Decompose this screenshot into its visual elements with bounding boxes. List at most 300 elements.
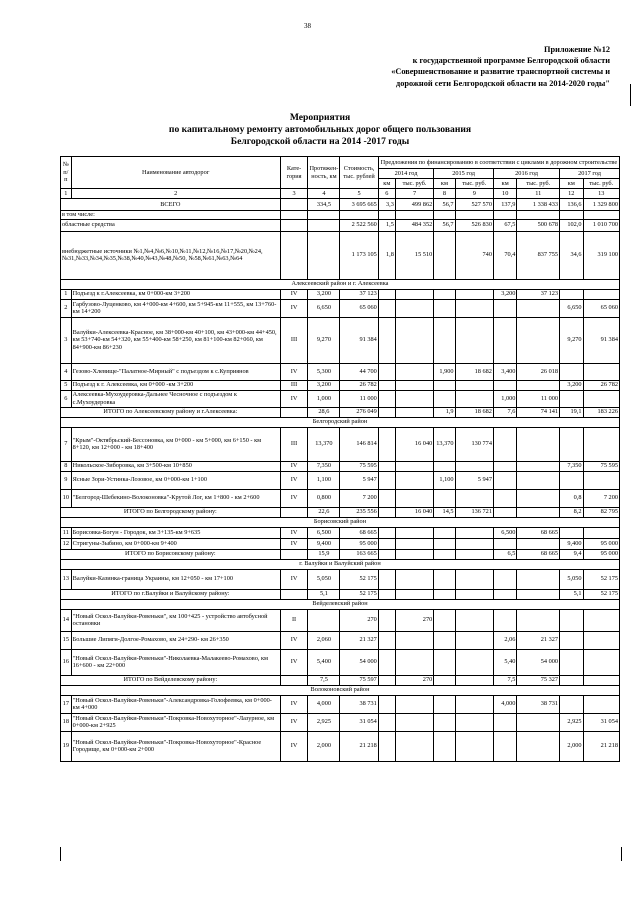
table-cell [583,363,619,380]
table-cell [280,211,308,220]
table-cell: 3,3 [378,199,395,211]
table-cell [395,390,433,407]
table-row [61,289,620,299]
table-cell: 3,200 [560,380,583,390]
table-cell: 16 040 [395,507,433,517]
table-cell: 1,000 [493,390,516,407]
summary-label: внебюджетные источники №1,№4,№6,№10,№11,№12,№16,№17,№20,№24, №31,№33,№34,№35,№38,№40,№43,№48,№50, №58,№61,№63,№64 [61,231,281,279]
summary-row [61,211,620,220]
table-cell [280,507,308,517]
table-cell: 9,400 [308,538,340,549]
section-title: Алексеевский район и г. Алексеевка [61,279,620,289]
road-name: "Белгород-Шебекино-Волоконовка"-Крутой Лог, км 1+800 - км 2+600 [71,489,280,507]
table-cell: 2 522 560 [340,219,378,231]
section-total-label: ИТОГО по Алексеевскому району и г.Алексеевка: [61,407,281,417]
table-cell [395,380,433,390]
appendix-line-3: «Совершенствование и развитие транспортной системы и [391,67,610,77]
header-funding: Предложения по финансированию в соответствии с циклами в дорожном строительстве [378,157,619,169]
road-name: Валуйки-Казинка-граница Украины, км 12+050 - км 17+100 [71,569,280,589]
table-row [61,489,620,507]
table-cell: 52 175 [583,569,619,589]
table-cell [455,675,493,685]
table-cell [378,675,395,685]
table-cell: 526 830 [455,219,493,231]
table-cell: 1,5 [378,219,395,231]
column-number: 6 [378,189,395,199]
page-number: 38 [304,22,311,30]
table-cell: 2,000 [560,731,583,761]
table-cell [583,695,619,713]
table-cell [455,380,493,390]
table-cell: 68 665 [340,527,378,538]
table-cell: IV [280,538,308,549]
table-cell [583,471,619,489]
column-number: 10 [493,189,516,199]
column-number: 1 [61,189,72,199]
title-line-3: Белгородской области на 2014 -2017 годы [230,136,410,147]
table-cell: 75 595 [583,461,619,471]
table-cell [378,609,395,631]
table-cell: IV [280,731,308,761]
table-cell: 1,900 [434,363,455,380]
column-number: 5 [340,189,378,199]
header-name: Наименование автодорог [71,157,280,189]
table-cell: 837 755 [517,231,560,279]
table-cell: 38 731 [340,695,378,713]
section-total-row [61,507,620,517]
table-cell: IV [280,569,308,589]
table-cell: 38 731 [517,695,560,713]
table-cell [583,609,619,631]
table-cell: 68 665 [517,549,560,559]
table-cell [308,219,340,231]
table-cell [493,538,516,549]
table-cell [434,390,455,407]
table-cell [378,427,395,461]
table-cell [280,549,308,559]
table-cell: 1,9 [434,407,455,417]
section-total-label: ИТОГО по Вейделевскому району: [61,675,281,685]
table-cell: 0,8 [560,489,583,507]
table-cell [455,713,493,731]
table-cell: 9,270 [560,317,583,363]
table-cell: 75 597 [340,675,378,685]
table-cell [395,527,433,538]
table-cell: 44 700 [340,363,378,380]
table-cell: 6,650 [308,299,340,317]
table-cell: 54 000 [340,649,378,675]
table-cell [517,731,560,761]
table-cell: 21 327 [340,631,378,649]
table-cell [583,211,619,220]
table-cell: 7,350 [560,461,583,471]
table-cell: 16 040 [395,427,433,461]
table-cell: 37 123 [340,289,378,299]
row-number: 2 [61,299,72,317]
table-cell [583,675,619,685]
table-cell [378,289,395,299]
table-cell [493,489,516,507]
table-cell: 7,5 [493,675,516,685]
header-year: 2017 год [560,169,620,179]
header-km: км [493,179,516,189]
table-cell: 91 384 [583,317,619,363]
table-cell: 18 682 [455,407,493,417]
table-cell: 54 000 [517,649,560,675]
table-cell [378,390,395,407]
header-rub: тыс. руб. [583,179,619,189]
table-cell [493,299,516,317]
table-cell: 1 010 700 [583,219,619,231]
table-row [61,427,620,461]
row-number: 1 [61,289,72,299]
header-year: 2015 год [434,169,494,179]
table-cell: 7,350 [308,461,340,471]
appendix-line-1: Приложение №12 [544,45,610,54]
table-cell: 52 175 [340,589,378,599]
table-cell [455,538,493,549]
table-cell: 5,40 [493,649,516,675]
road-name: Ясные Зори-Устинка-Лозовое, км 0+000-км 1+100 [71,471,280,489]
table-cell [583,390,619,407]
table-cell: 14,5 [434,507,455,517]
table-cell [517,713,560,731]
column-number: 13 [583,189,619,199]
section-title-row [61,279,620,289]
row-number: 5 [61,380,72,390]
row-number: 4 [61,363,72,380]
table-row [61,731,620,761]
section-title-row [61,517,620,527]
table-row [61,713,620,731]
table-cell [378,731,395,761]
table-cell: 74 141 [517,407,560,417]
table-cell [517,427,560,461]
table-cell [280,199,308,211]
table-cell: 95 000 [583,538,619,549]
header-km: км [560,179,583,189]
table-cell: 26 782 [340,380,378,390]
row-number: 3 [61,317,72,363]
table-cell [560,631,583,649]
table-cell [434,461,455,471]
table-cell [455,390,493,407]
table-cell [434,380,455,390]
table-cell [378,538,395,549]
table-cell: IV [280,289,308,299]
table-cell [517,211,560,220]
table-cell: 102,0 [560,219,583,231]
table-cell: 15 510 [395,231,433,279]
table-cell: 5,1 [308,589,340,599]
row-number: 16 [61,649,72,675]
table-cell: 82 795 [583,507,619,517]
table-cell: 4,000 [493,695,516,713]
table-cell: 95 000 [583,549,619,559]
table-cell: 137,9 [493,199,516,211]
table-cell: 6,650 [560,299,583,317]
table-cell [378,589,395,599]
table-cell [395,549,433,559]
table-cell: 5,050 [560,569,583,589]
table-cell: 67,5 [493,219,516,231]
header-length: Протяжен-ность, км [308,157,340,189]
table-row [61,569,620,589]
table-cell [455,289,493,299]
table-cell [395,461,433,471]
table-cell [434,527,455,538]
header-rub: тыс. руб. [517,179,560,189]
row-number: 9 [61,471,72,489]
table-cell [583,649,619,675]
table-cell [493,609,516,631]
table-cell [378,649,395,675]
table-cell: 22,6 [308,507,340,517]
table-cell: IV [280,461,308,471]
table-cell [395,589,433,599]
table-cell [434,289,455,299]
column-number: 9 [455,189,493,199]
table-cell: IV [280,471,308,489]
section-title: Волоконовский район [61,685,620,695]
table-cell: 270 [395,609,433,631]
table-cell [517,538,560,549]
table-cell: 68 665 [517,527,560,538]
table-cell [395,407,433,417]
title-line-2: по капитальному ремонту автомобильных дорог общего пользования [168,124,472,135]
table-row [61,461,620,471]
table-cell: 1,8 [378,231,395,279]
table-cell: IV [280,631,308,649]
table-cell: 527 570 [455,199,493,211]
row-number: 7 [61,427,72,461]
column-number: 12 [560,189,583,199]
table-cell [378,695,395,713]
table-cell: 8,2 [560,507,583,517]
table-cell [434,549,455,559]
section-title: Вейделевский район [61,599,620,609]
table-cell [378,380,395,390]
table-cell: 740 [455,231,493,279]
table-cell [455,317,493,363]
table-cell: 21 218 [583,731,619,761]
table-cell: 19,1 [560,407,583,417]
road-name: Гезово-Хлевище-"Палатное-Мирный" с подъездом к с.Куприянов [71,363,280,380]
table-cell: 5,400 [308,649,340,675]
column-number: 7 [395,189,433,199]
road-name: Валуйки-Алексеевка-Красное, км 38+000-км 40+100, км 43+000-км 44+450, км 53+740-км 54+320, км 55+400-км 58+250, км 81+100-км 82+060, км 84+900-км 86+230 [71,317,280,363]
table-row [61,471,620,489]
table-cell: 3,200 [308,380,340,390]
table-cell [560,609,583,631]
row-number: 11 [61,527,72,538]
table-cell [560,527,583,538]
summary-row [61,231,620,279]
row-number: 12 [61,538,72,549]
table-cell [395,649,433,675]
table-cell [493,427,516,461]
table-cell [378,407,395,417]
table-cell [434,695,455,713]
table-cell [455,549,493,559]
table-cell [455,527,493,538]
table-cell [455,211,493,220]
row-number: 13 [61,569,72,589]
section-total-row [61,549,620,559]
appendix-line-4: дорожной сети Белгородской области на 2014-2020 годы" [396,78,610,88]
table-cell: 1,100 [434,471,455,489]
table-cell: 21 327 [517,631,560,649]
table-cell: IV [280,527,308,538]
road-name: "Новый Оскол-Валуйки-Ровеньки"-Покровка-Новохуторное"-Красное Городище, км 0+000-км 2+000 [71,731,280,761]
document-title [20,112,620,148]
table-cell: 11 000 [517,390,560,407]
section-title: Борисовский район [61,517,620,527]
appendix-header [330,44,610,89]
table-cell: 2,000 [308,731,340,761]
table-cell [493,713,516,731]
table-row [61,380,620,390]
table-cell: 21 218 [340,731,378,761]
table-cell [560,649,583,675]
table-cell: 319 100 [583,231,619,279]
table-cell: 65 060 [340,299,378,317]
section-total-label: ИТОГО по Белгородскому району: [61,507,281,517]
column-number: 3 [280,189,308,199]
table-cell [378,299,395,317]
table-cell: 15,9 [308,549,340,559]
table-cell [455,731,493,761]
table-cell: 130 774 [455,427,493,461]
table-cell [493,471,516,489]
section-total-row [61,407,620,417]
table-cell [493,731,516,761]
table-cell: 56,7 [434,199,455,211]
row-number: 15 [61,631,72,649]
table-cell: 270 [340,609,378,631]
table-cell [395,713,433,731]
table-cell [395,211,433,220]
table-cell: 28,6 [308,407,340,417]
table-cell [583,527,619,538]
table-cell [455,589,493,599]
table-cell [455,569,493,589]
table-cell [434,589,455,599]
header-rub: тыс. руб. [395,179,433,189]
table-cell [434,609,455,631]
table-cell [378,569,395,589]
table-cell [378,471,395,489]
table-cell [434,631,455,649]
table-cell: 13,370 [308,427,340,461]
table-cell: II [280,609,308,631]
table-body [61,199,620,762]
row-number: 19 [61,731,72,761]
table-cell [395,289,433,299]
section-title-row [61,685,620,695]
table-cell: 34,6 [560,231,583,279]
road-name: Большие Липяги-Долгое-Ромахово, км 24+290- км 26+350 [71,631,280,649]
table-cell [280,675,308,685]
table-cell: IV [280,695,308,713]
header-km: км [434,179,455,189]
table-cell: 1 338 433 [517,199,560,211]
table-cell [560,695,583,713]
table-cell: 235 556 [340,507,378,517]
table-cell [517,317,560,363]
table-cell [517,589,560,599]
table-cell [308,211,340,220]
table-cell [378,363,395,380]
table-cell [280,219,308,231]
header-year: 2016 год [493,169,559,179]
table-cell: 5 947 [340,471,378,489]
table-cell: III [280,427,308,461]
section-title: г. Валуйки и Валуйский район [61,559,620,569]
table-cell [493,211,516,220]
table-cell: 2,060 [308,631,340,649]
table-row [61,317,620,363]
table-cell [378,317,395,363]
section-total-label: ИТОГО по г.Валуйки и Валуйскому району: [61,589,281,599]
section-title-row [61,599,620,609]
table-cell [493,317,516,363]
table-cell: 500 678 [517,219,560,231]
table-cell [395,299,433,317]
table-cell: 7 200 [583,489,619,507]
table-cell: 6,5 [493,549,516,559]
table-row [61,299,620,317]
table-cell [455,299,493,317]
title-line-1: Мероприятия [289,112,351,123]
table-cell [560,471,583,489]
table-cell [378,631,395,649]
table-cell: 270 [395,675,433,685]
table-cell [493,589,516,599]
table-cell [517,299,560,317]
table-cell: 91 384 [340,317,378,363]
table-cell [434,299,455,317]
table-cell: III [280,380,308,390]
table-row [61,609,620,631]
table-cell [517,461,560,471]
table-cell: 26 782 [583,380,619,390]
table-cell [434,569,455,589]
table-cell: 18 682 [455,363,493,380]
table-cell: 31 054 [583,713,619,731]
road-name: "Новый Оскол-Валуйки-Ровеньки", км 100+425 - устройство автобусной остановки [71,609,280,631]
table-cell [583,289,619,299]
table-cell: 3 695 665 [340,199,378,211]
table-row [61,631,620,649]
section-total-row [61,675,620,685]
table-cell [560,675,583,685]
summary-row [61,199,620,211]
road-name: Никольское-Зиборовка, км 3+500-км 10+850 [71,461,280,471]
table-cell: 4,000 [308,695,340,713]
table-cell: III [280,317,308,363]
table-cell: 499 862 [395,199,433,211]
table-cell: 6,500 [308,527,340,538]
table-cell [434,649,455,675]
table-cell: 146 814 [340,427,378,461]
table-cell [560,363,583,380]
table-cell [493,380,516,390]
table-cell [517,380,560,390]
table-cell: 7 200 [340,489,378,507]
table-cell [560,211,583,220]
table-continuation [60,847,622,861]
